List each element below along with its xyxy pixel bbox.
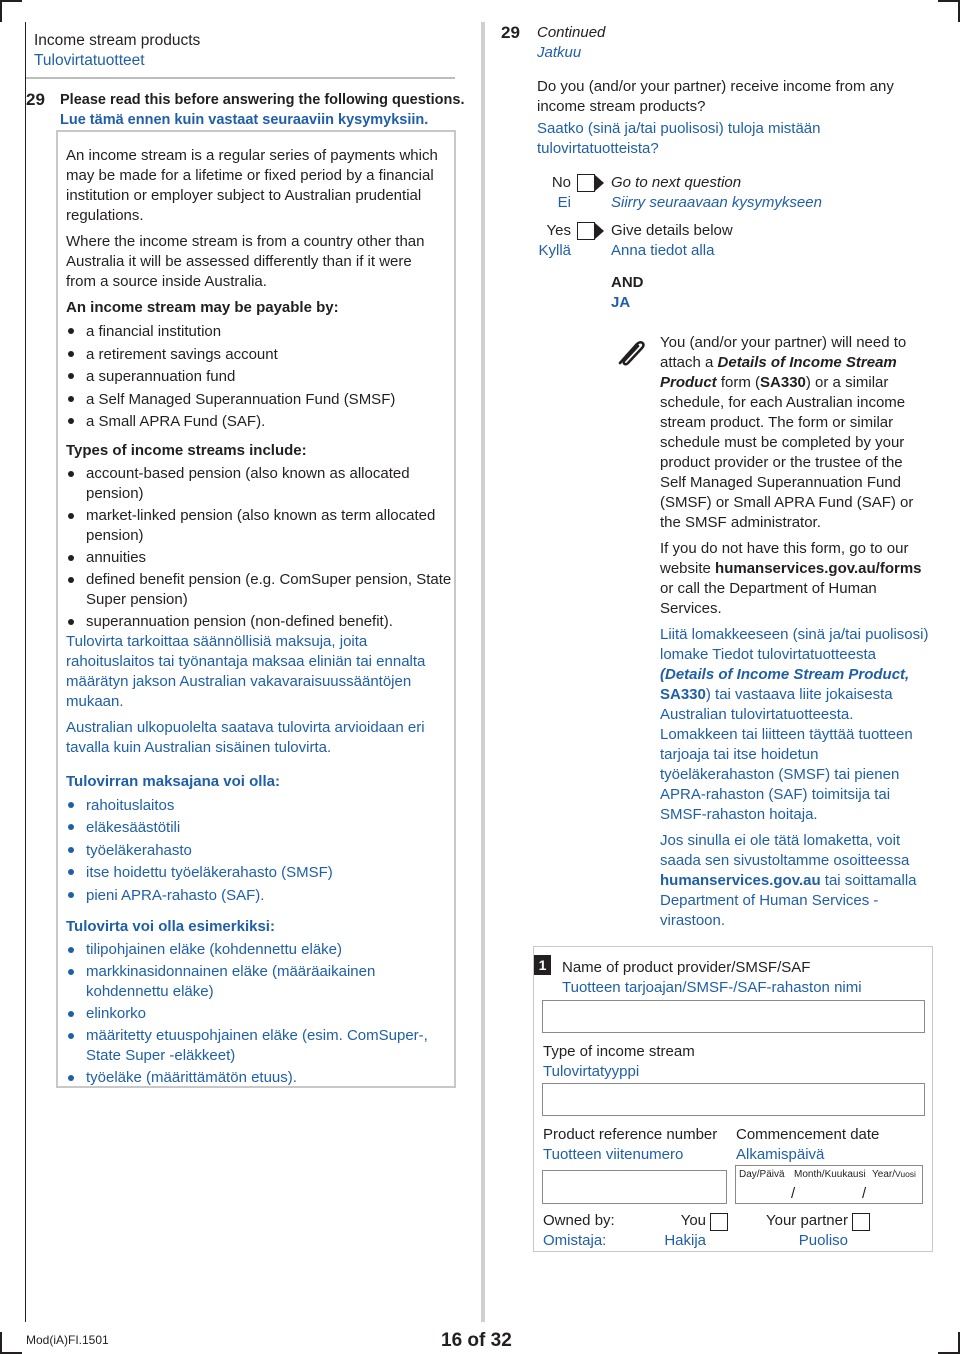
note-text: If you do not have this form, go to our website xyxy=(660,540,909,577)
continued-en: Continued xyxy=(537,24,606,41)
and-label-fi: JA xyxy=(611,294,631,311)
text-line: rahoituslaitos tai työnantaja maksaa eliniän tai ennalta xyxy=(66,652,426,670)
text-line: may be made for a lifetime or fixed period by a financial xyxy=(66,167,434,184)
section-title-fi: Tulovirtatuotteet xyxy=(34,52,145,69)
list-item: a superannuation fund xyxy=(66,366,454,389)
note-text: ) tai vastaava liite jokaisesta Australian tulovirtatuotteesta. Lomakkeen tai liitteen täyttää tuotteen tarjoaja tai itse hoidetun työeläkerahaston (SMSF) tai pienen APRA-rahaston (SAF) toimitsija tai SMSF-rahaston hoitaja. xyxy=(660,686,913,823)
list-item xyxy=(66,962,454,1002)
text-line: markkinasidonnainen eläke (määräaikainen xyxy=(86,963,376,980)
list-item xyxy=(66,464,454,504)
text-line: Super pension) xyxy=(86,590,188,608)
and-label-en: AND xyxy=(611,274,644,291)
arrow-right-icon xyxy=(595,175,604,191)
text-line: mukaan. xyxy=(66,692,124,710)
list-item xyxy=(66,1004,454,1024)
owner-partner-checkbox[interactable] xyxy=(852,1213,870,1231)
text-line: from a source inside Australia. xyxy=(66,273,267,290)
payable-list-fi xyxy=(66,795,454,908)
yes-option xyxy=(577,221,604,241)
owned-by-label xyxy=(543,1211,615,1251)
text-line: Tulovirta tarkoittaa säännöllisiä maksuja, joita xyxy=(66,632,368,650)
note-text: Jos sinulla ei ole tätä lomaketta, voit saada sen sivustoltamme osoitteessa xyxy=(660,832,910,869)
product-reference-field[interactable] xyxy=(542,1170,727,1204)
type-label xyxy=(543,1042,695,1082)
list-item: a Small APRA Fund (SAF). xyxy=(66,411,454,434)
and-label xyxy=(611,273,644,313)
note-paragraph-fi-2 xyxy=(660,831,932,931)
paperclip-icon xyxy=(612,332,652,378)
yes-label-fi: Kyllä xyxy=(538,242,571,259)
list-item: a retirement savings account xyxy=(66,344,454,367)
attachment-note xyxy=(660,333,932,931)
paragraph-foreign-fi xyxy=(66,718,454,758)
no-option xyxy=(577,173,604,193)
text-line: account-based pension (also known as allocated xyxy=(86,464,410,482)
intro-fi: Lue tämä ennen kuin vastaat seuraaviin kysymyksiin. xyxy=(60,112,429,128)
type-label-en: Type of income stream xyxy=(543,1043,695,1060)
list-item xyxy=(66,506,454,546)
form-code: SA330 xyxy=(760,374,806,391)
text-line: Do you (and/or your partner) receive income from any xyxy=(537,78,894,95)
types-list-fi xyxy=(66,940,454,1088)
owner-partner-fi: Puoliso xyxy=(798,1232,848,1249)
text-line: pension) xyxy=(86,484,144,502)
no-action xyxy=(611,173,822,213)
crop-mark xyxy=(938,0,960,2)
note-paragraph-en-2 xyxy=(660,539,932,619)
text-line: Saatko (sinä ja/tai puolisosi) tuloja mistään xyxy=(537,120,821,137)
form-code: SA330 xyxy=(660,686,706,703)
text-line: elinkorko xyxy=(86,1005,147,1022)
owned-by-en: Owned by: xyxy=(543,1212,615,1229)
provider-name-field[interactable] xyxy=(542,1000,925,1033)
form-name: (Details of Income Stream Product, xyxy=(660,666,910,683)
text-line: market-linked pension (also known as term allocated xyxy=(86,506,436,524)
reference-label-en: Product reference number xyxy=(543,1126,718,1143)
text-line: tilipohjainen eläke (kohdennettu eläke) xyxy=(86,941,343,958)
date-month-label: Month/Kuukausi xyxy=(794,1169,866,1180)
commencement-label-fi: Alkamispäivä xyxy=(736,1146,825,1163)
year-label-fi: Vuosi xyxy=(894,1169,916,1179)
text-line: pension) xyxy=(86,526,144,544)
text-line: määrätyn jakson Australian vakavaraisuussääntöjen xyxy=(66,672,412,690)
paragraph-definition xyxy=(66,146,454,226)
question-number-continued: 29 xyxy=(501,23,520,42)
text-line: kohdennettu eläke) xyxy=(86,983,214,1000)
no-checkbox[interactable] xyxy=(577,174,595,192)
yes-action xyxy=(611,221,733,261)
no-label-fi: Ei xyxy=(557,194,571,211)
note-text: or call the Department of Human Services. xyxy=(660,580,877,617)
owner-you-label xyxy=(652,1211,706,1251)
types-heading-fi: Tulovirta voi olla esimerkiksi: xyxy=(66,918,275,935)
list-item: pieni APRA-rahasto (SAF). xyxy=(66,885,454,908)
note-paragraph-fi xyxy=(660,625,932,825)
question-number: 29 xyxy=(26,90,45,109)
text-line: Australian ulkopuolelta saatava tulovirta arvioidaan eri xyxy=(66,718,425,736)
list-item: työeläkerahasto xyxy=(66,840,454,863)
note-paragraph-en xyxy=(660,333,932,533)
list-item xyxy=(66,940,454,960)
text-line: Australia it will be assessed differently than if it were xyxy=(66,253,412,270)
form-name: Details of Income Stream Product xyxy=(660,354,897,391)
no-action-en: Go to next question xyxy=(611,174,742,191)
list-item: eläkesäästötili xyxy=(66,817,454,840)
provider-label xyxy=(562,958,862,998)
crop-mark xyxy=(0,1332,2,1354)
date-day-label: Day/Päivä xyxy=(739,1169,785,1180)
continued-fi: Jatkuu xyxy=(537,44,582,61)
provider-label-fi: Tuotteen tarjoajan/SMSF-/SAF-rahaston nimi xyxy=(562,979,862,996)
continued-label xyxy=(537,23,605,63)
intro-en: Please read this before answering the following questions. xyxy=(60,92,465,108)
paragraph-definition-fi xyxy=(66,632,454,712)
list-item xyxy=(66,548,454,568)
no-action-fi: Siirry seuraavaan kysymykseen xyxy=(611,194,822,211)
text-line: määritetty etuuspohjainen eläke (esim. ComSuper-, xyxy=(86,1027,428,1044)
question-text xyxy=(537,77,937,159)
list-item xyxy=(66,612,454,632)
form-code-footer: Mod(iA)FI.1501 xyxy=(26,1333,109,1347)
text-line: institution or employer subject to Australian prudential xyxy=(66,187,422,204)
commencement-label-en: Commencement date xyxy=(736,1126,880,1143)
provider-label-en: Name of product provider/SMSF/SAF xyxy=(562,959,811,976)
owned-by-fi: Omistaja: xyxy=(543,1232,607,1249)
owner-you-en: You xyxy=(680,1212,706,1229)
text-line: annuities xyxy=(86,548,147,566)
yes-label xyxy=(530,221,571,261)
yes-label-en: Yes xyxy=(546,222,571,239)
text-line: työeläke (määrittämätön etuus). xyxy=(86,1069,297,1086)
arrow-right-icon xyxy=(595,223,604,239)
date-year-label xyxy=(872,1168,916,1181)
section-title-en: Income stream products xyxy=(34,32,201,49)
payable-list xyxy=(66,321,454,434)
no-label xyxy=(537,173,571,213)
year-label-en: Year/ xyxy=(872,1169,895,1180)
item-number-badge: 1 xyxy=(534,955,551,975)
text-line: income stream products? xyxy=(537,98,706,115)
note-text: tai soittamalla Department of Human Services -virastoon. xyxy=(660,872,917,929)
page-number: 16 of 32 xyxy=(441,1330,512,1351)
header-rule xyxy=(26,77,455,79)
note-text: Liitä lomakkeeseen (sinä ja/tai puolisosi) lomake Tiedot tulovirtatuotteesta xyxy=(660,626,929,663)
column-divider xyxy=(481,22,485,1322)
list-item: a financial institution xyxy=(66,321,454,344)
text-line: superannuation pension (non-defined benefit). xyxy=(86,612,393,630)
yes-checkbox[interactable] xyxy=(577,222,595,240)
text-line: regulations. xyxy=(66,207,144,224)
date-separator: / xyxy=(862,1185,867,1202)
types-list xyxy=(66,464,454,632)
text-line: defined benefit pension (e.g. ComSuper pension, State xyxy=(86,570,452,588)
text-line: tulovirtatuotteista? xyxy=(537,140,659,157)
reference-label-fi: Tuotteen viitenumero xyxy=(543,1146,684,1163)
yes-action-fi: Anna tiedot alla xyxy=(611,242,715,259)
question-intro xyxy=(60,90,464,130)
owner-partner-en: Your partner xyxy=(765,1212,848,1229)
list-item xyxy=(66,1068,454,1088)
owner-partner-label xyxy=(760,1211,848,1251)
crop-mark xyxy=(0,0,2,22)
text-line: An income stream is a regular series of payments which xyxy=(66,147,438,164)
list-item xyxy=(66,1026,454,1066)
types-heading: Types of income streams include: xyxy=(66,441,307,459)
list-item xyxy=(66,570,454,610)
note-text: form ( xyxy=(716,374,761,391)
income-stream-type-field[interactable] xyxy=(542,1083,925,1116)
no-label-en: No xyxy=(551,174,571,191)
section-header xyxy=(34,31,200,71)
list-item: a Self Managed Superannuation Fund (SMSF) xyxy=(66,389,454,412)
paragraph-foreign xyxy=(66,232,454,292)
website-link[interactable]: humanservices.gov.au/forms xyxy=(715,560,922,577)
owner-you-fi: Hakija xyxy=(664,1232,706,1249)
text-line: State Super -eläkkeet) xyxy=(86,1047,236,1064)
reference-label xyxy=(543,1125,717,1165)
website-link[interactable]: humanservices.gov.au xyxy=(660,872,821,889)
note-text: ) or a similar schedule, for each Australian income stream product. The form or similar schedule must be completed by your product provider or the trustee of the Self Managed Superannuation Fund (SMSF) or Small APRA Fund (SAF) or the SMSF administrator. xyxy=(660,374,914,531)
date-separator: / xyxy=(791,1185,796,1202)
commencement-label xyxy=(736,1125,879,1165)
left-margin-line xyxy=(25,22,26,1322)
yes-action-en: Give details below xyxy=(611,222,733,239)
crop-mark xyxy=(0,0,22,2)
list-item: rahoituslaitos xyxy=(66,795,454,818)
text-line: tavalla kuin Australian sisäinen tulovirta. xyxy=(66,738,332,756)
payable-heading: An income stream may be payable by: xyxy=(66,299,339,316)
payable-heading-fi: Tulovirran maksajana voi olla: xyxy=(66,772,280,790)
note-text: You (and/or your partner) will need to attach a xyxy=(660,334,907,371)
type-label-fi: Tulovirtatyyppi xyxy=(543,1063,640,1080)
owner-you-checkbox[interactable] xyxy=(710,1213,728,1231)
info-box-content xyxy=(66,146,454,1088)
list-item: itse hoidettu työeläkerahasto (SMSF) xyxy=(66,862,454,885)
text-line: Where the income stream is from a country other than xyxy=(66,233,425,250)
